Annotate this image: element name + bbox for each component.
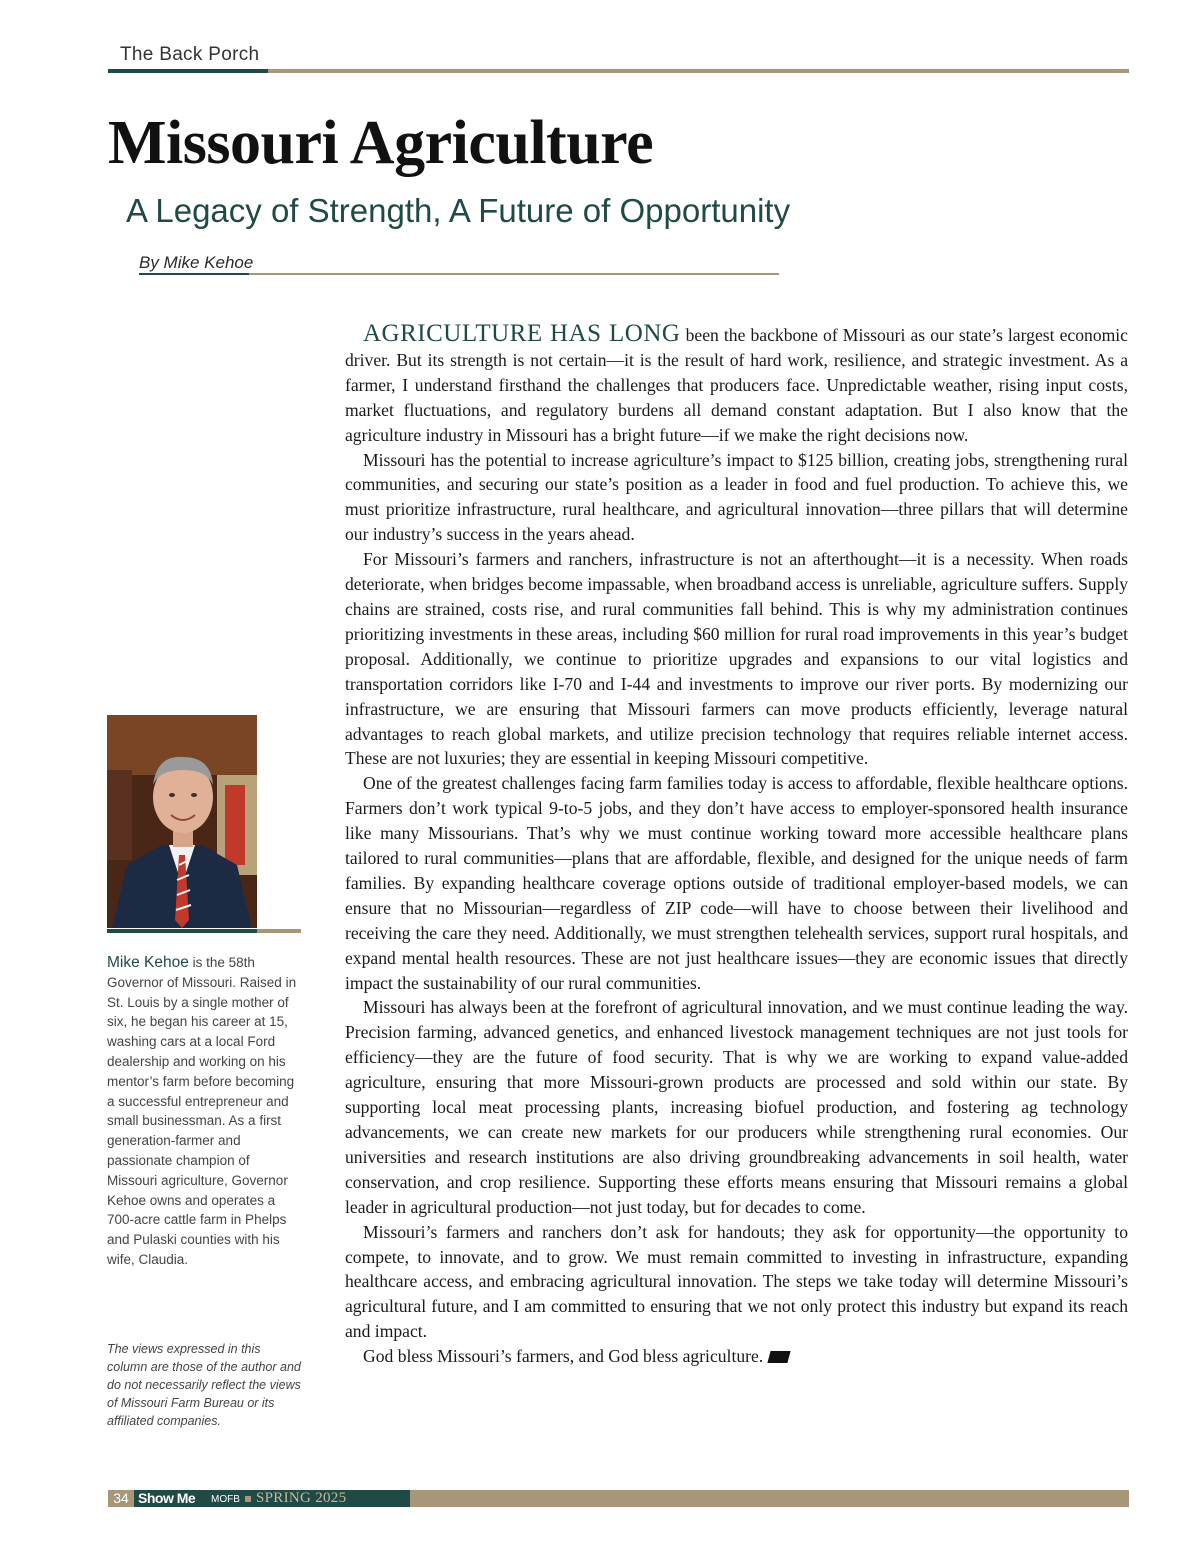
bio-name: Mike Kehoe — [107, 954, 189, 971]
paragraph-2: Missouri has the potential to increase agriculture’s impact to $125 billion, creating jobs, strengthening rural communities, and securing our state’s position as a leader in food and fuel production. To achieve this, we must prioritize infrastructure, rural healthcare, and agricultural innovation—three pillars that will determine our industry’s success in the years ahead. — [345, 449, 1128, 545]
header-rule-accent — [108, 69, 268, 73]
article-subtitle: A Legacy of Strength, A Future of Opportunity — [126, 192, 791, 229]
photo-rule-accent — [107, 929, 257, 933]
paragraph-1-text: been the backbone of Missouri as our state’s largest economic driver. But its strength is not certain—it is the result of hard work, resilience, and strategic investment. As a farmer, I understand firsthand the challenges that producers face. Unpredictable weather, rising input costs, market fluctuations, and regulatory burdens all demand constant adaptation. But I also know that the agriculture industry in Missouri has a bright future—if we make the right decisions now. — [345, 325, 1128, 445]
author-photo — [107, 715, 257, 928]
magazine-name: Show Me — [138, 1490, 196, 1506]
section-label: The Back Porch — [120, 44, 260, 65]
byline-rule-accent — [139, 273, 249, 275]
lead-in: AGRICULTURE HAS LONG — [363, 320, 681, 347]
paragraph-6: Missouri’s farmers and ranchers don’t ask for handouts; they ask for opportunity—the opportunity to compete, to innovate, and to grow. We must remain committed to investing in infrastructure, expanding healthcare access, and embracing agricultural innovation. The steps we take today will determine Missouri’s agricultural future, and I am committed to ensuring that we not only protect this industry but expand its reach and impact. — [345, 1221, 1128, 1342]
article-title: Missouri Agriculture — [108, 109, 654, 177]
paragraph-7-text: God bless Missouri’s farmers, and God bless agriculture. — [363, 1346, 764, 1367]
end-mark-icon — [768, 1351, 791, 1363]
paragraph-3: For Missouri’s farmers and ranchers, infrastructure is not an afterthought—it is a necessity. When roads deteriorate, when bridges become impassable, when broadband access is unreliable, agriculture suffers. Supply chains are strained, costs rise, and rural communities fall behind. This is why my administration continues prioritizing investments in these areas, including $60 million for rural road improvements in this year’s budget proposal. Additionally, we continue to prioritize upgrades and expansions to our vital logistics and transportation corridors like I-70 and I-44 and investments to improve our river ports. By modernizing our infrastructure, we are ensuring that Missouri farmers can move products efficiently, leverage natural advantages to reach global markets, and utilize precision technology that requires reliable internet access. These are not luxuries; they are essential in keeping Missouri competitive. — [345, 549, 1128, 769]
article-body — [345, 322, 1128, 1369]
page-number: 34 — [108, 1490, 134, 1507]
author-bio — [107, 953, 302, 1270]
issue-label: SPRING 2025 — [256, 1490, 347, 1506]
paragraph-5: Missouri has always been at the forefront of agricultural innovation, and we must continue leading the way. Precision farming, advanced genetics, and enhanced livestock management techniques are not just tools for efficiency—they are the future of food security. That is why we are working to expand value-added agriculture, ensuring that more Missouri-grown products are processed and sold within our state. By supporting local meat processing plants, increasing biofuel production, and fostering ag technology advancements, we can create new markets for our producers while strengthening rural economies. Our universities and research institutions are also driving groundbreaking advancements in soil health, water conservation, and crop resilience. Supporting these efforts means ensuring that Missouri remains a global leader in agricultural production—not just today, but for decades to come. — [345, 997, 1128, 1217]
disclaimer: The views expressed in this column are those of the author and do not necessarily reflect the views of Missouri Farm Bureau or its affiliated companies. — [107, 1342, 301, 1428]
bio-text: is the 58th Governor of Missouri. Raised in St. Louis by a single mother of six, he began his career at 15, washing cars at a local Ford dealership and working on his mentor’s farm before becoming a successful entrepreneur and small businessman. As a first generation-farmer and passionate champion of Missouri agriculture, Governor Kehoe owns and operates a 700-acre cattle farm in Phelps and Pulaski counties with his wife, Claudia. — [107, 955, 297, 1267]
paragraph-7 — [345, 1344, 1128, 1369]
portrait-illustration — [107, 715, 257, 928]
paragraph-1 — [345, 322, 1128, 448]
footer-square-icon — [245, 1496, 251, 1502]
publisher-name: MOFB — [211, 1494, 240, 1505]
paragraph-4: One of the greatest challenges facing farm families today is access to affordable, flexible healthcare options. Farmers don’t work typical 9-to-5 jobs, and they don’t have access to employer-sponsored health insurance like many Missourians. That’s why we must continue working toward more accessible healthcare plans tailored to rural communities—plans that are affordable, flexible, and designed for the unique needs of farm families. By expanding healthcare coverage options outside of traditional employer-based models, we can ensure that no Missourian—regardless of ZIP code—will have to choose between their livelihood and receiving the care they need. Additionally, we must strengthen telehealth services, support rural hospitals, and expand mental health resources. These are not just healthcare issues—they are economic issues that directly impact the sustainability of our rural communities. — [345, 773, 1128, 993]
byline: By Mike Kehoe — [139, 253, 254, 272]
